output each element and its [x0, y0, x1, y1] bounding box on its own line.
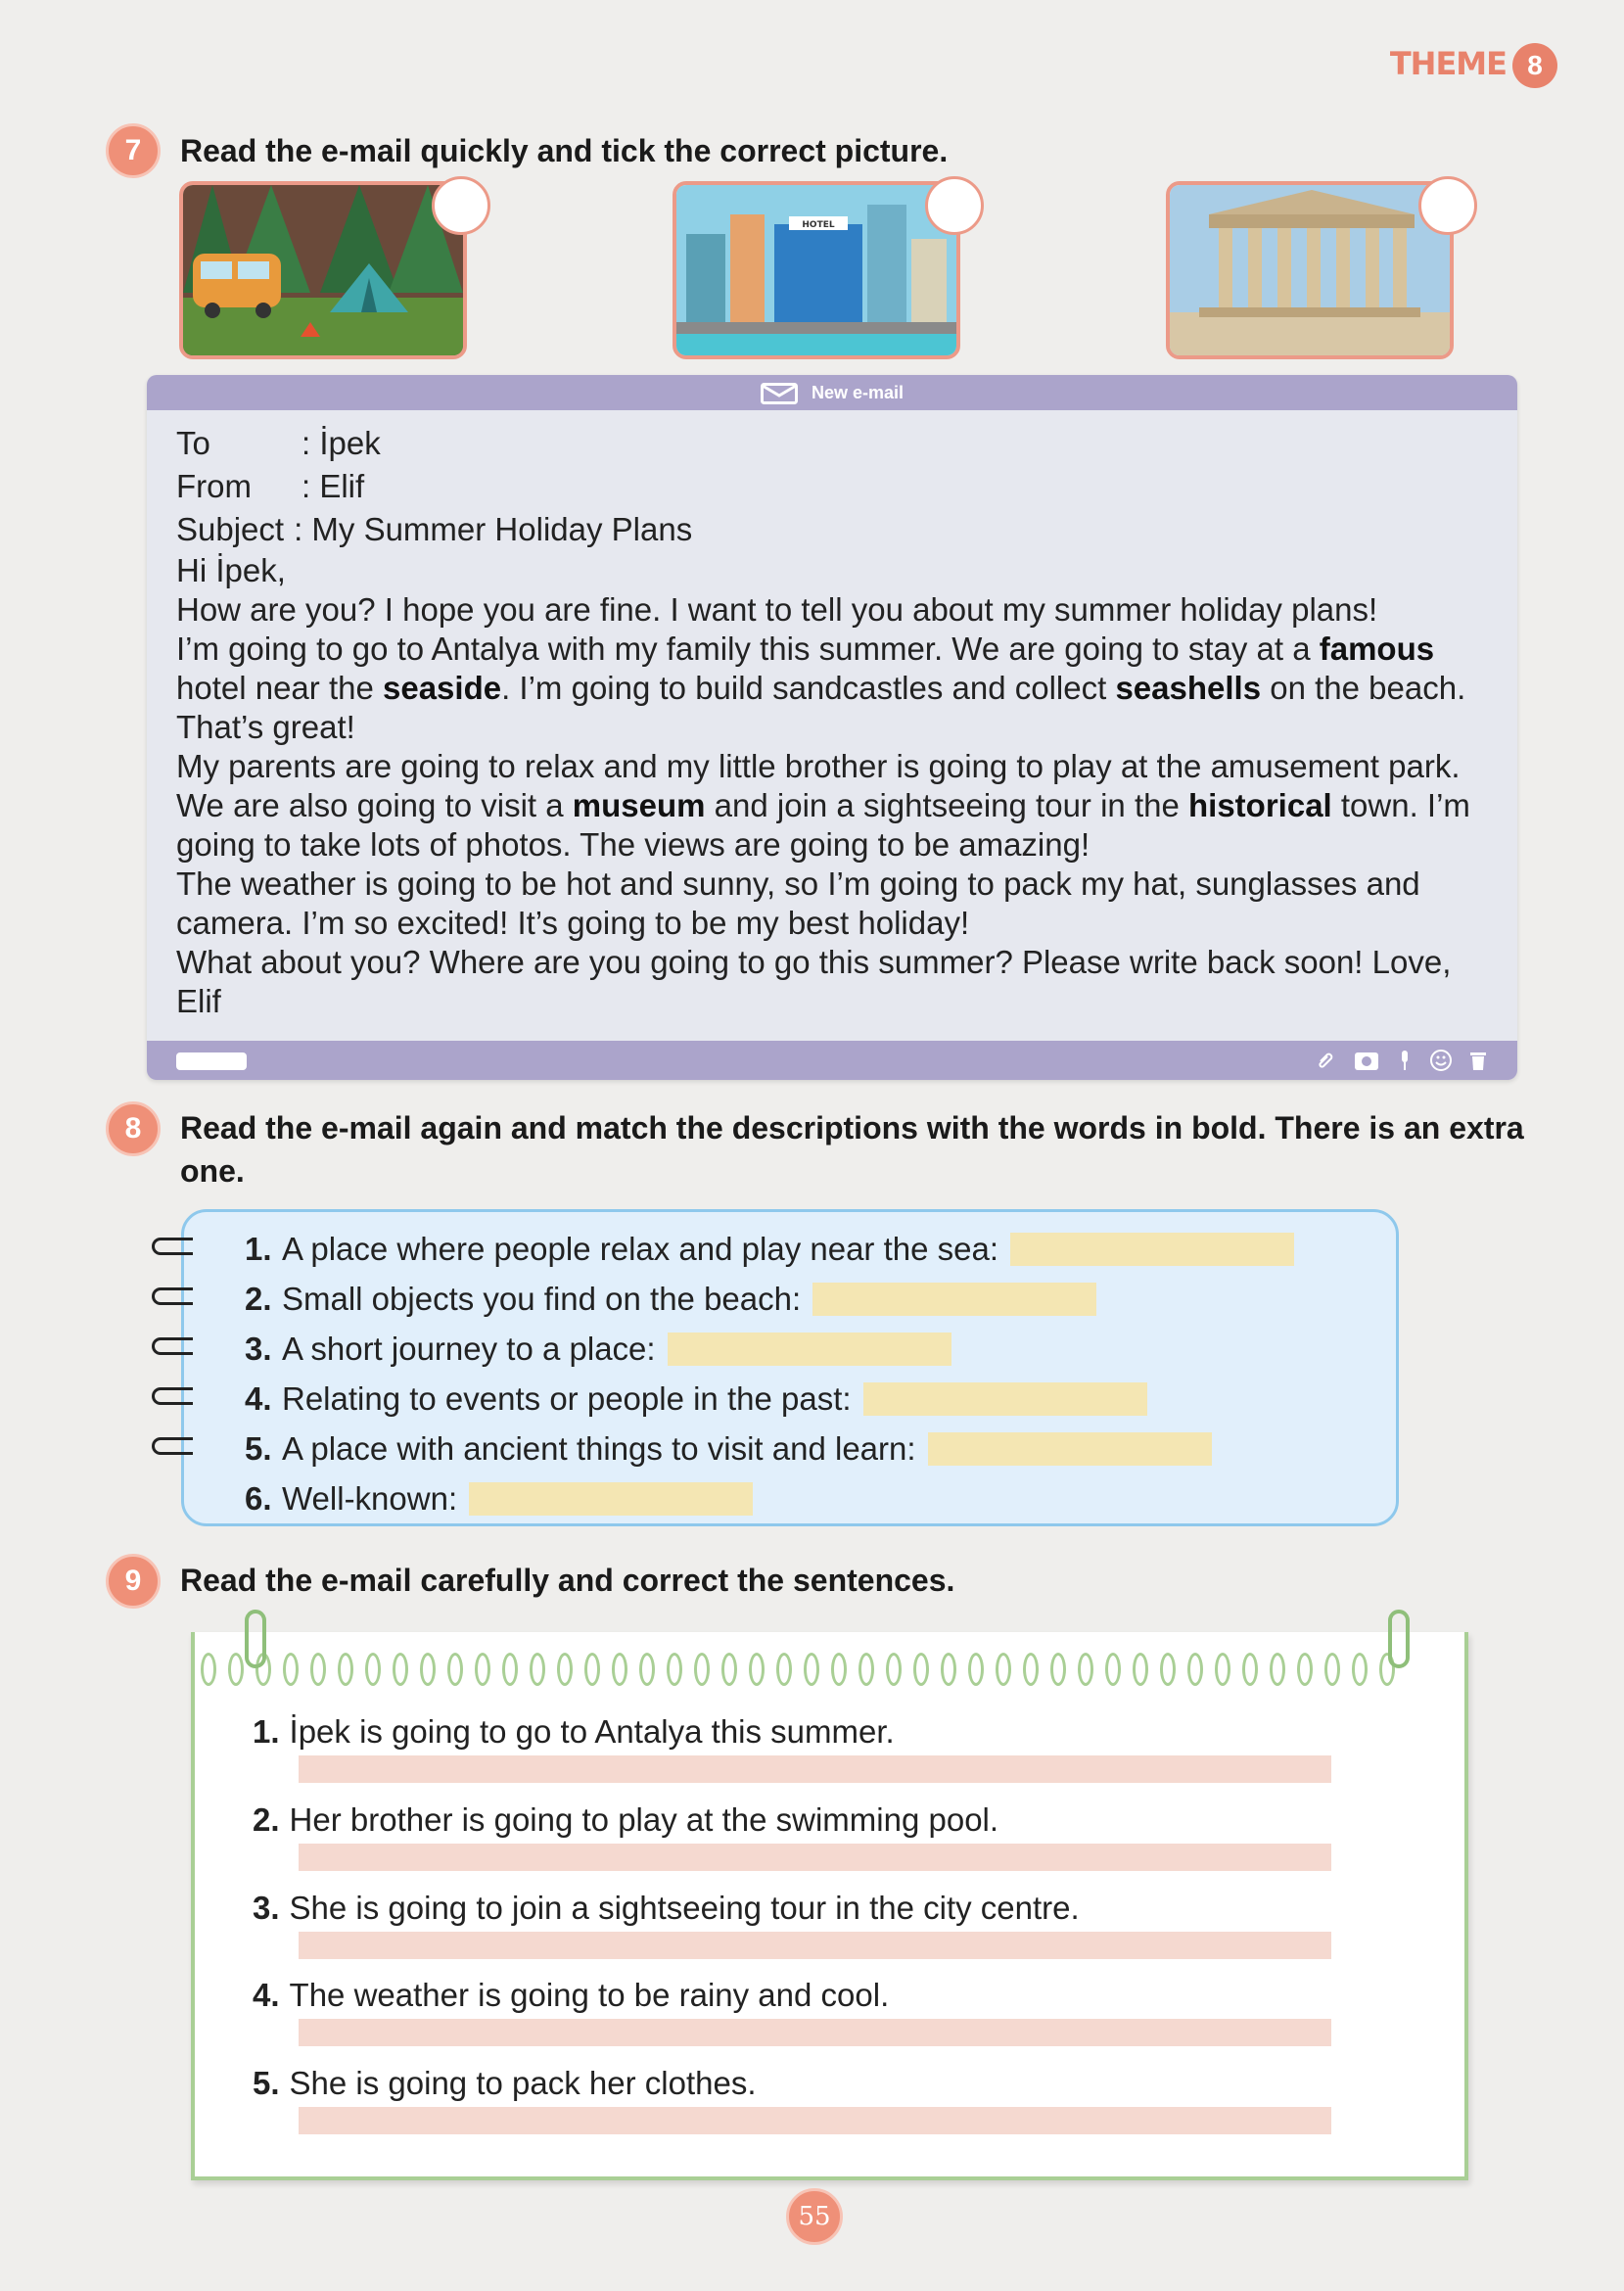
email-content — [176, 422, 1488, 1021]
camping-picture — [179, 181, 467, 359]
exercise-8-title: Read the e-mail again and match the descriptions with the words in bold. There is an extra one. — [180, 1110, 1524, 1189]
to-label: To — [176, 425, 210, 461]
tick-circle-ruins[interactable] — [1418, 176, 1477, 235]
paper-clip-icon — [245, 1610, 266, 1668]
trash-icon[interactable] — [1468, 1049, 1488, 1072]
exercise-7-title: Read the e-mail quickly and tick the correct picture. — [180, 133, 949, 168]
tick-circle-hotel[interactable] — [925, 176, 984, 235]
email-signature: Elif — [176, 983, 221, 1019]
answer-blank[interactable] — [928, 1432, 1212, 1466]
email-paragraph-5: What about you? Where are you going to go this summer? Please write back soon! Love, — [176, 944, 1452, 980]
ruins-illustration — [1170, 185, 1450, 355]
email-paragraph-2: I’m going to go to Antalya with my family this summer. We are going to stay at a famous hotel near the seaside. I’m going to build sandcastles and collect seashells on the beach. That’s great! — [176, 631, 1466, 745]
email-line-1: How are you? I hope you are fine. I want to tell you about my summer holiday plans! — [176, 591, 1378, 628]
paperclip-icon[interactable] — [1314, 1049, 1337, 1072]
to-value: : İpek — [302, 425, 381, 461]
hotel-sign: HOTEL — [802, 220, 835, 230]
email-paragraph-4: The weather is going to be hot and sunny, so I’m going to pack my hat, sunglasses and camera. I’m so excited! It’s going to be my best holiday! — [176, 865, 1420, 941]
match-item: 1. A place where people relax and play near the sea: — [245, 1228, 1294, 1271]
camera-icon[interactable] — [1353, 1049, 1380, 1072]
exercise-9-title: Read the e-mail carefully and correct the sentences. — [180, 1563, 955, 1598]
theme-label: THEME — [1389, 45, 1507, 82]
email-greeting: Hi İpek, — [176, 552, 286, 588]
answer-line[interactable] — [299, 2019, 1331, 2046]
correction-item: 5. She is going to pack her clothes. — [253, 2065, 757, 2101]
hotel-picture — [673, 181, 960, 359]
answer-line[interactable] — [299, 1844, 1331, 1871]
send-button[interactable] — [176, 1052, 247, 1070]
answer-line[interactable] — [299, 1755, 1331, 1783]
correction-item: 4. The weather is going to be rainy and cool. — [253, 1977, 890, 2013]
spiral-ring — [152, 1387, 193, 1405]
from-label: From — [176, 468, 252, 504]
match-item: 4. Relating to events or people in the past: — [245, 1378, 1147, 1421]
exercise-8-number: 8 — [106, 1101, 161, 1156]
theme-number: 8 — [1512, 43, 1557, 88]
answer-line[interactable] — [299, 1932, 1331, 1959]
subject-value: : My Summer Holiday Plans — [294, 511, 693, 547]
subject-label: Subject — [176, 511, 285, 547]
answer-line[interactable] — [299, 2107, 1331, 2134]
email-toolbar — [147, 1041, 1517, 1080]
correction-item: 2. Her brother is going to play at the swimming pool. — [253, 1801, 999, 1838]
exercise-9-number: 9 — [106, 1554, 161, 1609]
match-item: 3. A short journey to a place: — [245, 1328, 951, 1371]
match-item: 2. Small objects you find on the beach: — [245, 1278, 1096, 1321]
microphone-icon[interactable] — [1396, 1049, 1414, 1072]
note-holes — [201, 1653, 1463, 1696]
answer-blank[interactable] — [812, 1283, 1096, 1316]
paper-clip-icon — [1388, 1610, 1410, 1668]
email-window-title: New e-mail — [811, 383, 905, 402]
camping-illustration — [183, 185, 463, 355]
smiley-icon[interactable] — [1429, 1049, 1453, 1072]
answer-blank[interactable] — [668, 1333, 951, 1366]
bold-word-historical: historical — [1188, 787, 1332, 823]
spiral-ring — [152, 1287, 193, 1305]
spiral-ring — [152, 1437, 193, 1455]
bold-word-seaside: seaside — [383, 670, 502, 706]
tick-circle-camping[interactable] — [432, 176, 490, 235]
from-value: : Elif — [302, 468, 365, 504]
email-body — [176, 551, 1488, 1021]
correction-item: 3. She is going to join a sightseeing tour in the city centre. — [253, 1890, 1080, 1926]
correction-item: 1. İpek is going to go to Antalya this summer. — [253, 1713, 895, 1750]
exercise-7-number: 7 — [106, 123, 161, 178]
email-paragraph-3: My parents are going to relax and my little brother is going to play at the amusement park. We are also going to visit a museum and join a sightseeing tour in the historical town. I’m going to take lots of photos. The views are going to be amazing! — [176, 748, 1470, 863]
envelope-icon — [761, 383, 798, 404]
spiral-ring — [152, 1337, 193, 1355]
match-item: 6. Well-known: — [245, 1477, 753, 1520]
answer-blank[interactable] — [469, 1482, 753, 1516]
match-item: 5. A place with ancient things to visit and learn: — [245, 1427, 1212, 1471]
page-number: 55 — [786, 2188, 843, 2245]
bold-word-famous: famous — [1319, 631, 1435, 667]
spiral-ring — [152, 1238, 193, 1255]
email-window — [147, 375, 1517, 1080]
answer-blank[interactable] — [863, 1382, 1147, 1416]
ruins-picture — [1166, 181, 1454, 359]
bold-word-museum: museum — [572, 787, 706, 823]
answer-blank[interactable] — [1010, 1233, 1294, 1266]
bold-word-seashells: seashells — [1115, 670, 1262, 706]
hotel-illustration — [676, 185, 956, 355]
